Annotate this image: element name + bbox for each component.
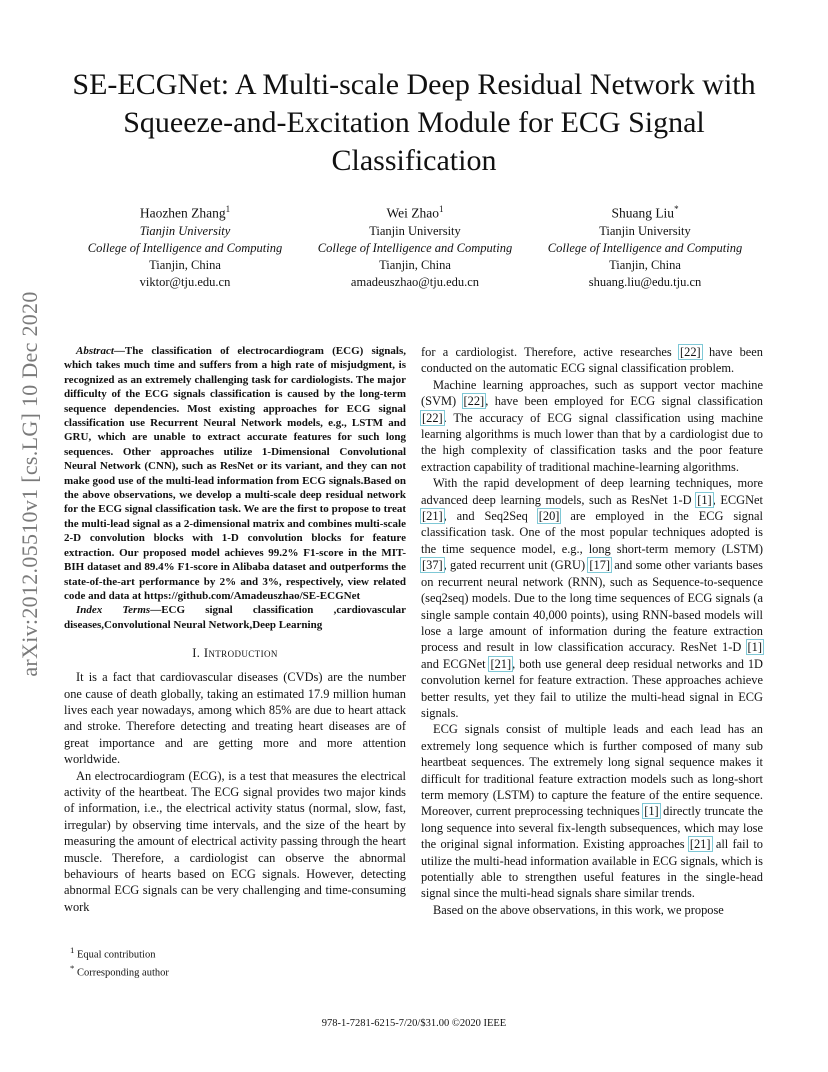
author-department: College of Intelligence and Computing [317, 240, 513, 255]
paper-title: SE-ECGNet: A Multi-scale Deep Residual Network with Squeeze-and-Excitation Module for ECG Signal Classification [72, 68, 756, 177]
author-mark: 1 [439, 204, 444, 214]
right-paragraph-3: With the rapid development of deep learning techniques, more advanced deep learning models, such as ResNet 1-D [1], ECGNet [21], and Seq2Seq [20] are employed in the ECG signal classification task. One of the most popular techniques adopted is the time sequence model, e.g., long short-term memory (LSTM) [37], gated recurrent unit (GRU) [17] and some other variants bases on recurrent neural network (RNN), such as Sequence-to-sequence (seq2seq) models. Due to the long time sequences of ECG signals (a single sample contain 40,000 points), using RNN-based models will lose a large amount of information during the feature extraction process and result in low classification accuracy. ResNet 1-D [1] and ECGNet [21], both use general deep residual networks and 1D convolution kernel for feature extraction. These approaches achieve better results, yet they fail to utilize the multi-head signal in ECG signals. [421, 476, 764, 720]
citation-link[interactable]: [1] [644, 804, 659, 819]
footnote: * Corresponding author [70, 962, 169, 978]
right-paragraph-5: Based on the above observations, in this work, we propose [433, 902, 724, 917]
author-name: Wei Zhao [386, 205, 440, 221]
right-paragraph-4: ECG signals consist of multiple leads and each lead has an extremely long sequence which is further composed of many sub heartbeat sequences. The extremely long signal sequence makes it difficult for traditional feature extraction models such as long-short term memory (LSTM) to capture the feature of the entire sequence. Moreover, current preprocessing techniques [1] directly truncate the long sequence into several fix-length subsequences, which may lose the original signal information. Existing approaches [21] all fail to utilize the multi-head information available in ECG signals, which is potentially able to strengthen useful features in the single-head signal since the multi-head signals share similar trends. [421, 722, 763, 901]
author-mark: * [674, 204, 679, 214]
author-3 [530, 200, 760, 291]
citation-link[interactable]: [21] [422, 509, 443, 524]
left-column [64, 344, 406, 915]
author-block [70, 200, 760, 291]
author-department: College of Intelligence and Computing [547, 240, 743, 255]
index-terms [64, 603, 406, 632]
author-department: College of Intelligence and Computing [87, 240, 283, 255]
citation-link[interactable]: [1] [697, 492, 712, 507]
index-terms-text: —ECG signal classification ,cardiovascular diseases,Convolutional Neural Network,Deep Learning [64, 604, 406, 631]
citation-link[interactable]: [20] [538, 509, 560, 524]
author-mark: 1 [225, 204, 231, 214]
author-email[interactable]: shuang.liu@edu.tju.cn [588, 274, 702, 289]
right-paragraph-2: Machine learning approaches, such as support vector machine (SVM) [22], have been employed for ECG signal classification [22]. The accuracy of ECG signal classification using machine learning algorithms is much lower than that by a cardiologist due to the high complexity of classification tasks and the poor feature extraction capability of traditional machine-learning algorithms. [421, 377, 763, 474]
abstract-label: Abstract [76, 345, 114, 357]
page-footer: 978-1-7281-6215-7/20/$31.00 ©2020 IEEE [321, 1018, 507, 1029]
author-2 [300, 200, 530, 291]
author-email[interactable]: amadeuszhao@tju.edu.cn [350, 274, 480, 289]
author-email[interactable]: viktor@tju.edu.cn [139, 274, 231, 289]
author-affiliation: Tianjin University [139, 223, 231, 238]
citation-link[interactable]: [1] [747, 640, 762, 655]
arxiv-stamp [8, 284, 52, 684]
arxiv-id: arXiv:2012.05510v1 [cs.LG] 10 Dec 2020 [17, 291, 42, 677]
citation-link[interactable]: [22] [422, 410, 443, 425]
abstract [64, 344, 406, 603]
citation-link[interactable]: [21] [689, 837, 711, 852]
author-city: Tianjin, China [149, 257, 221, 272]
author-affiliation: Tianjin University [369, 223, 461, 238]
citation-link[interactable]: [21] [490, 656, 512, 671]
author-city: Tianjin, China [609, 257, 681, 272]
right-column [421, 344, 763, 918]
author-name: Haozhen Zhang [139, 205, 226, 221]
section-heading: I. Introduction [192, 646, 278, 661]
intro-paragraph-2: An electrocardiogram (ECG), is a test that measures the electrical activity of the heartbeat. The ECG signal provides two major kinds of information, i.e., the electrical activity status (normal, slow, fast, irregular) by observing time intervals, and the size of the heart by measuring the amount of electrical activity passing through the heart muscle. Therefore, a cardiologist can observe the abnormal behaviours of hearts based on ECG signals. However, detecting abnormal ECG signals can be very challenging and time-consuming work [64, 768, 406, 914]
intro-paragraph-1: It is a fact that cardiovascular diseases (CVDs) are the number one cause of death globally, taking an estimated 17.9 million human lives each year nowadays, among which 85% are due to heart attack and stroke. Therefore detecting and treating heart diseases are of great importance and are getting more and more attention worldwide. [64, 670, 406, 767]
abstract-text: —The classification of electrocardiogram (ECG) signals, which takes much time and suffers from a high rate of misjudgment, is recognized as an extremely challenging task for cardiologists. The major difficulty of the ECG signals classification is caused by the long-term sequence dependencies. Most existing approaches for ECG signal classification use Recurrent Neural Network models, e.g., LSTM and GRU, which are unable to extract accurate features for such long sequences. Other approaches utilize 1-Dimensional Convolutional Neural Network (CNN), such as ResNet or its variant, and they can not make good use of the multi-lead information from ECG signals.Based on the above observations, we develop a multi-scale deep residual network for the ECG signal classification task. We are the first to propose to treat the multi-lead signal as a 2-dimensional matrix and combines multi-scale 2-D convolution blocks with 1-D convolution blocks for feature extraction. Our proposed model achieves 99.2% F1-score in the MIT-BIH dataset and 89.4% F1-score in Alibaba dataset and outperforms the state-of-the-art performance by 2% and 3%, respectively, view related code and data at https://github.com/Amadeuszhao/SE-ECGNet [64, 345, 406, 602]
citation-link[interactable]: [17] [589, 558, 611, 573]
footnotes [70, 944, 390, 979]
author-city: Tianjin, China [379, 257, 451, 272]
footnote: $^1$ Equal contribution [70, 945, 156, 961]
citation-link[interactable]: [22] [680, 345, 701, 359]
right-paragraph-1: for a cardiologist. Therefore, active researches [22] have been conducted on the automatic ECG signal classification problem. [421, 345, 763, 376]
index-terms-label: Index Terms [76, 604, 151, 617]
citation-link[interactable]: [22] [463, 394, 485, 409]
author-name: Shuang Liu [611, 205, 675, 221]
citation-link[interactable]: [37] [422, 558, 443, 573]
author-affiliation: Tianjin University [599, 223, 691, 238]
author-1 [70, 200, 300, 291]
